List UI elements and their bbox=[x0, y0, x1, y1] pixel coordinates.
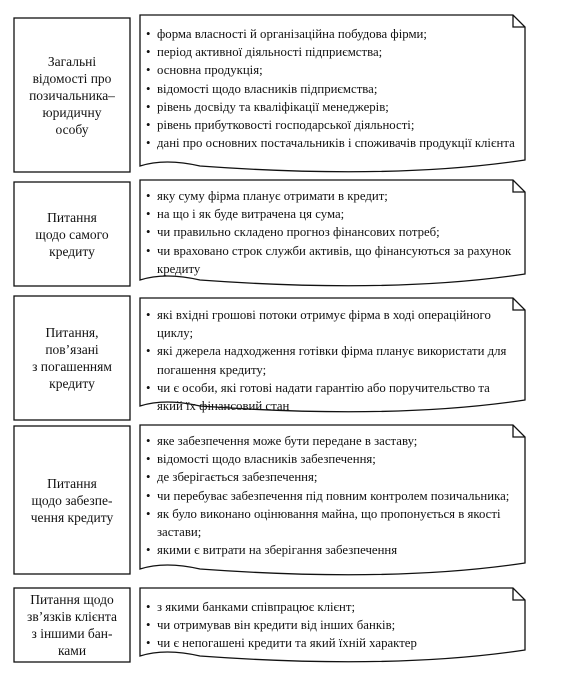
list-item: • яку суму фірма планує отримати в кредит; bbox=[146, 187, 518, 205]
list-item: • де зберігається забезпечення; bbox=[146, 468, 518, 486]
label-collateral: Питання щодо забезпе- чення кредиту bbox=[30, 475, 114, 525]
list-item: • рівень прибутковості господарської діяльності; bbox=[146, 116, 518, 134]
list-item: • які джерела надходження готівки фірма планує використати для погашення кредиту; bbox=[146, 342, 518, 378]
label-box-repayment bbox=[14, 296, 130, 420]
list-item: • чи отримував він кредити від інших банків; bbox=[146, 616, 518, 634]
label-repayment: Питання, пов’язані з погашенням кредиту bbox=[32, 325, 112, 391]
list-item: • дані про основних постачальників і споживачів продукції клієнта bbox=[146, 134, 518, 152]
list-item: • відомості щодо власників забезпечення; bbox=[146, 450, 518, 468]
list-item: • на що і як буде витрачена ця сума; bbox=[146, 205, 518, 223]
label-other-banks: Питання щодо зв’язків клієнта з іншими бан- ками bbox=[27, 592, 117, 658]
label-box-general-info bbox=[14, 18, 130, 172]
list-item: • чи є непогашені кредити та який їхній характер bbox=[146, 634, 518, 652]
details-list-general-info bbox=[146, 25, 518, 152]
list-item: • форма власності й організаційна побудова фірми; bbox=[146, 25, 518, 43]
list-item: • основна продукція; bbox=[146, 61, 518, 79]
label-credit-itself: Питання щодо самого кредиту bbox=[35, 209, 109, 259]
list-item: • чи є особи, які готові надати гарантію або поручительство та який їх фінансовий стан bbox=[146, 379, 518, 415]
details-list-collateral bbox=[146, 432, 518, 559]
list-item: • які вхідні грошові потоки отримує фірма в ході операційного циклу; bbox=[146, 306, 518, 342]
list-item: • як було виконано оцінювання майна, що пропонується в якості застави; bbox=[146, 505, 518, 541]
label-box-collateral bbox=[14, 426, 130, 574]
list-item: • відомості щодо власників підприємства; bbox=[146, 80, 518, 98]
list-item: • чи правильно складено прогноз фінансових потреб; bbox=[146, 223, 518, 241]
list-item: • з якими банками співпрацює клієнт; bbox=[146, 598, 518, 616]
label-box-other-banks bbox=[14, 588, 130, 662]
details-list-repayment bbox=[146, 306, 518, 415]
details-list-credit-itself bbox=[146, 187, 518, 278]
list-item: • яке забезпечення може бути передане в заставу; bbox=[146, 432, 518, 450]
details-list-other-banks bbox=[146, 598, 518, 653]
list-item: • якими є витрати на зберігання забезпечення bbox=[146, 541, 518, 559]
list-item: • чи перебуває забезпечення під повним контролем позичальника; bbox=[146, 487, 518, 505]
list-item: • рівень досвіду та кваліфікації менеджерів; bbox=[146, 98, 518, 116]
label-box-credit-itself bbox=[14, 182, 130, 286]
label-general-info: Загальні відомості про позичальника– юридичну особу bbox=[29, 53, 115, 137]
list-item: • чи враховано строк служби активів, що фінансуються за рахунок кредиту bbox=[146, 242, 518, 278]
list-item: • період активної діяльності підприємства; bbox=[146, 43, 518, 61]
